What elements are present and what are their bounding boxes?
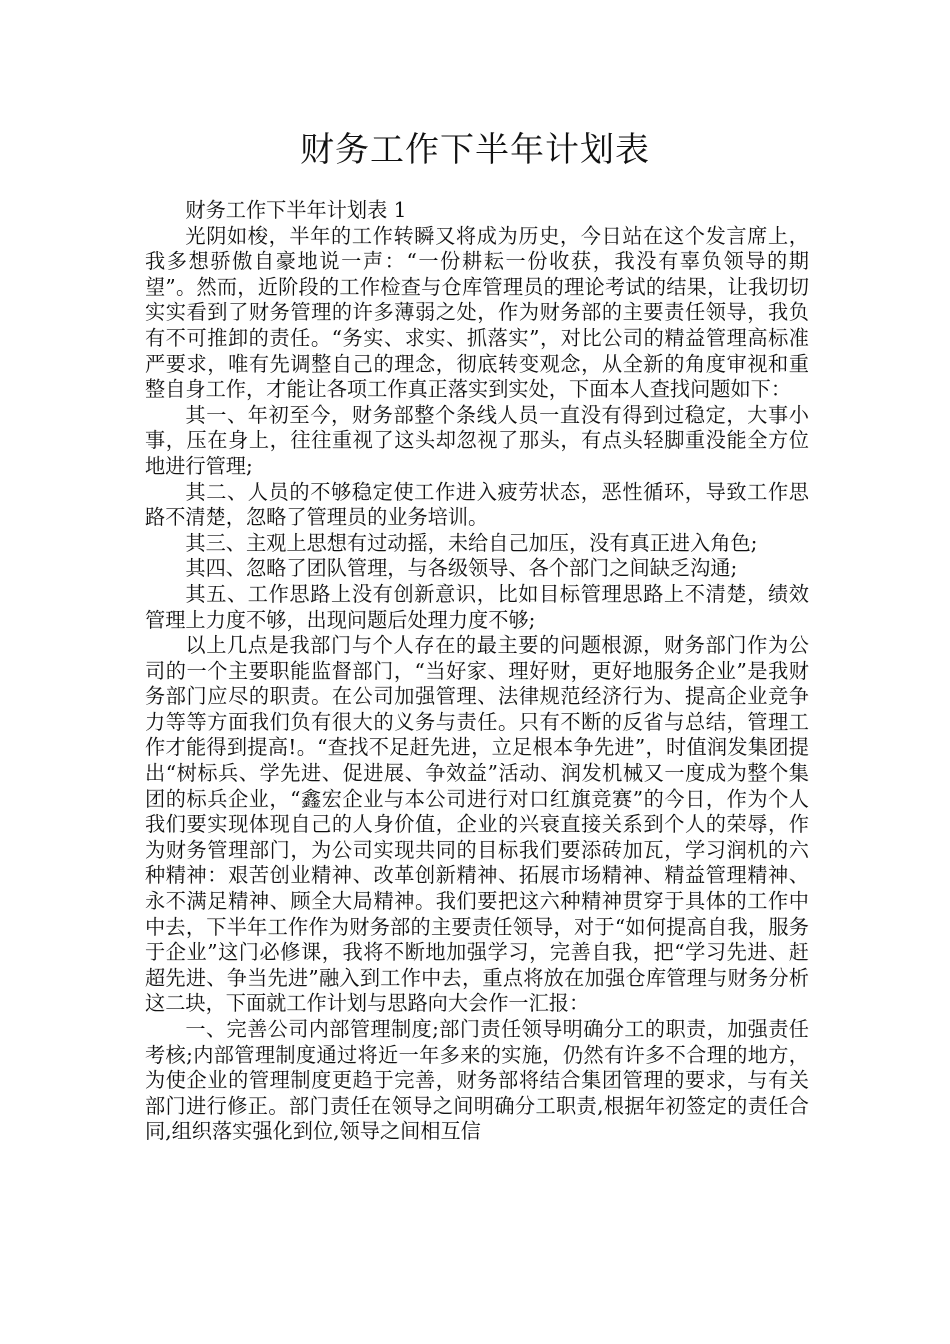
paragraph: 其四、忽略了团队管理，与各级领导、各个部门之间缺乏沟通; bbox=[185, 556, 738, 581]
document-title: 财务工作下半年计划表 bbox=[300, 130, 650, 170]
document-body bbox=[145, 198, 809, 1145]
paragraph: 一、完善公司内部管理制度;部门责任领导明确分工的职责，加强责任考核;内部管理制度通过将近一年多来的实施，仍然有许多不合理的地方，为使企业的管理制度更趋于完善，财务部将结合集团管理的要求，与有关部门进行修正。部门责任在领导之间明确分工职责,根据年初签定的责任合同,组织落实强化到位,领导之间相互信 bbox=[145, 1017, 809, 1144]
paragraph: 其一、年初至今，财务部整个条线人员一直没有得到过稳定，大事小事，压在身上，往往重视了这头却忽视了那头，有点头轻脚重没能全方位地进行管理; bbox=[145, 402, 809, 478]
paragraph: 光阴如梭，半年的工作转瞬又将成为历史，今日站在这个发言席上，我多想骄傲自豪地说一声：“一份耕耘一份收获，我没有辜负领导的期望”。然而，近阶段的工作检查与仓库管理员的理论考试的结果，让我切切实实看到了财务管理的许多薄弱之处，作为财务部的主要责任领导，我负有不可推卸的责任。“务实、求实、抓落实”，对比公司的精益管理高标准严要求，唯有先调整自己的理念，彻底转变观念，从全新的角度审视和重整自身工作，才能让各项工作真正落实到实处，下面本人查找问题如下： bbox=[145, 223, 809, 402]
paragraph: 其三、主观上思想有过动摇，未给自己加压，没有真正进入角色; bbox=[185, 530, 758, 555]
paragraph: 其二、人员的不够稳定使工作进入疲劳状态，恶性循环，导致工作思路不清楚，忽略了管理员的业务培训。 bbox=[145, 479, 809, 530]
paragraph: 以上几点是我部门与个人存在的最主要的问题根源，财务部门作为公司的一个主要职能监督部门，“当好家、理好财，更好地服务企业”是我财务部门应尽的职责。在公司加强管理、法律规范经济行为、提高企业竞争力等等方面我们负有很大的义务与责任。只有不断的反省与总结，管理工作才能得到提高!。“查找不足赶先进，立足根本争先进”，时值润发集团提出“树标兵、学先进、促进展、争效益”活动、润发机械又一度成为整个集团的标兵企业，“鑫宏企业与本公司进行对口红旗竞赛”的今日，作为个人我们要实现体现自己的人身价值，企业的兴衰直接关系到个人的荣辱，作为财务管理部门，为公司实现共同的目标我们要添砖加瓦，学习润机的六种精神：艰苦创业精神、改革创新精神、拓展市场精神、精益管理精神、永不满足精神、顾全大局精神。我们要把这六种精神贯穿于具体的工作中中去，下半年工作作为财务部的主要责任领导，对于“如何提高自我，服务于企业”这门必修课，我将不断地加强学习，完善自我，把“学习先进、赶超先进、争当先进”融入到工作中去，重点将放在加强仓库管理与财务分析这二块，下面就工作计划与思路向大会作一汇报： bbox=[145, 633, 809, 1016]
paragraph: 财务工作下半年计划表 1 bbox=[185, 198, 407, 222]
paragraph: 其五、工作思路上没有创新意识，比如目标管理思路上不清楚，绩效管理上力度不够，出现问题后处理力度不够; bbox=[145, 581, 809, 632]
